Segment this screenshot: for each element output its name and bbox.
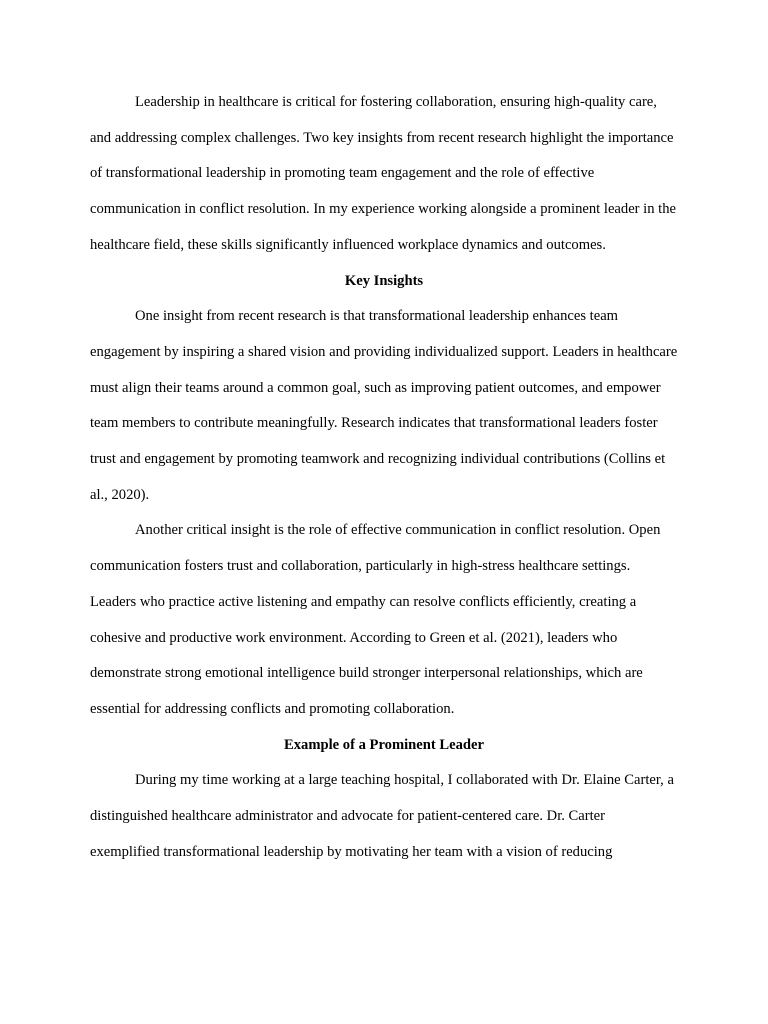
key-insights-paragraph-2: Another critical insight is the role of effective communication in conflict resolution. Open communication fosters trust and collaboration, particularly in high-stress healthcare settings. Leaders who practice active listening and empathy can resolve conflicts efficiently, creating a cohesive and productive work environment. According to Green et al. (2021), leaders who demonstrate strong emotional intelligence build stronger interpersonal relationships, which are essential for addressing conflicts and promoting collaboration. <box>90 522 661 717</box>
section-heading-key-insights: Key Insights <box>344 272 424 289</box>
document-body <box>90 85 678 870</box>
prominent-leader-paragraph-1: During my time working at a large teaching hospital, I collaborated with Dr. Elaine Carter, a distinguished healthcare administrator and advocate for patient-centered care. Dr. Carter exemplified transformational leadership by motivating her team with a vision of reducing <box>90 772 674 860</box>
section-heading-prominent-leader: Example of a Prominent Leader <box>284 736 484 753</box>
key-insights-paragraph-1: One insight from recent research is that transformational leadership enhances team engagement by inspiring a shared vision and providing individualized support. Leaders in healthcare must align their teams around a common goal, such as improving patient outcomes, and empower team members to contribute meaningfully. Research indicates that transformational leaders foster trust and engagement by promoting teamwork and recognizing individual contributions (Collins et al., 2020). <box>90 308 678 503</box>
intro-paragraph: Leadership in healthcare is critical for fostering collaboration, ensuring high-quality care, and addressing complex challenges. Two key insights from recent research highlight the importance of transformational leadership in promoting team engagement and the role of effective communication in conflict resolution. In my experience working alongside a prominent leader in the healthcare field, these skills significantly influenced workplace dynamics and outcomes. <box>90 94 677 253</box>
